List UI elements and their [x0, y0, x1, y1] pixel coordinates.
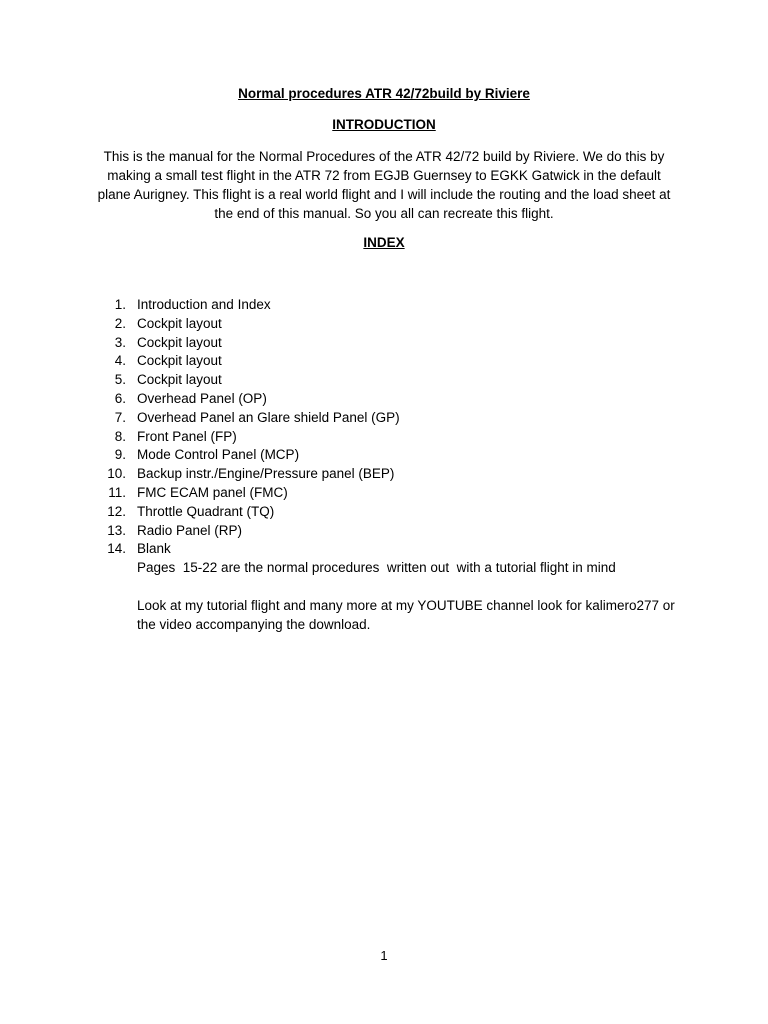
index-item: [0, 371, 768, 390]
index-item-label: Radio Panel (RP): [137, 522, 243, 538]
pages-note: Pages 15-22 are the normal procedures written out with a tutorial flight in mind: [137, 560, 616, 575]
index-item-label: Cockpit layout: [137, 315, 222, 331]
index-item: [0, 334, 768, 353]
index-item-number: 5.: [114, 372, 126, 388]
index-item-number: 7.: [114, 409, 126, 425]
index-item-number: 1.: [114, 297, 126, 312]
document-title: Normal procedures ATR 42/72build by Riviere: [238, 86, 530, 101]
index-item: [0, 428, 768, 447]
index-item-label: FMC ECAM panel (FMC): [137, 484, 288, 500]
index-item: [0, 465, 768, 484]
index-item-number: 8.: [114, 428, 126, 444]
index-item: [0, 540, 768, 559]
index-item: [0, 522, 768, 541]
index-item-label: Overhead Panel an Glare shield Panel (GP): [137, 409, 400, 425]
index-item-number: 9.: [114, 447, 126, 463]
index-item-label: Cockpit layout: [137, 334, 222, 350]
index-item: [0, 409, 768, 428]
index-item-number: 2.: [114, 315, 126, 331]
index-item-number: 3.: [114, 334, 126, 350]
index-item-label: Front Panel (FP): [137, 428, 237, 444]
index-item: [0, 315, 768, 334]
index-item: [0, 352, 768, 371]
index-item-number: 6.: [114, 390, 126, 406]
index-item: [0, 296, 768, 315]
introduction-heading: INTRODUCTION: [332, 117, 436, 132]
index-item-label: Cockpit layout: [137, 372, 222, 388]
index-item-label: Introduction and Index: [137, 297, 271, 312]
index-item-number: 10.: [107, 466, 126, 482]
index-item-number: 13.: [107, 522, 126, 538]
index-item-number: 11.: [108, 484, 126, 500]
index-item-label: Cockpit layout: [137, 353, 222, 369]
index-item-number: 14.: [107, 541, 126, 557]
index-item-number: 12.: [107, 503, 126, 519]
index-item: [0, 503, 768, 522]
index-heading: INDEX: [363, 235, 405, 250]
index-item: [0, 446, 768, 465]
index-item: [0, 390, 768, 409]
page-number: 1: [380, 948, 388, 963]
index-item-label: Throttle Quadrant (TQ): [137, 503, 275, 519]
index-list: [0, 296, 768, 559]
index-item-label: Mode Control Panel (MCP): [137, 447, 300, 463]
index-item-label: Blank: [137, 541, 171, 557]
index-item-number: 4.: [114, 353, 126, 369]
introduction-paragraph: This is the manual for the Normal Procedures of the ATR 42/72 build by Riviere. We do this by making a small test flight in the ATR 72 from EGJB Guernsey to EGKK Gatwick in the default plane Aurigney. This flight is a real world flight and I will include the routing and the load sheet at the end of this manual. So you all can recreate this flight.: [97, 149, 671, 221]
index-item-label: Overhead Panel (OP): [137, 390, 267, 406]
index-item: [0, 484, 768, 503]
youtube-note: Look at my tutorial flight and many more at my YOUTUBE channel look for kalimero277 or the video accompanying the download.: [137, 598, 675, 632]
index-item-label: Backup instr./Engine/Pressure panel (BEP): [137, 466, 395, 482]
